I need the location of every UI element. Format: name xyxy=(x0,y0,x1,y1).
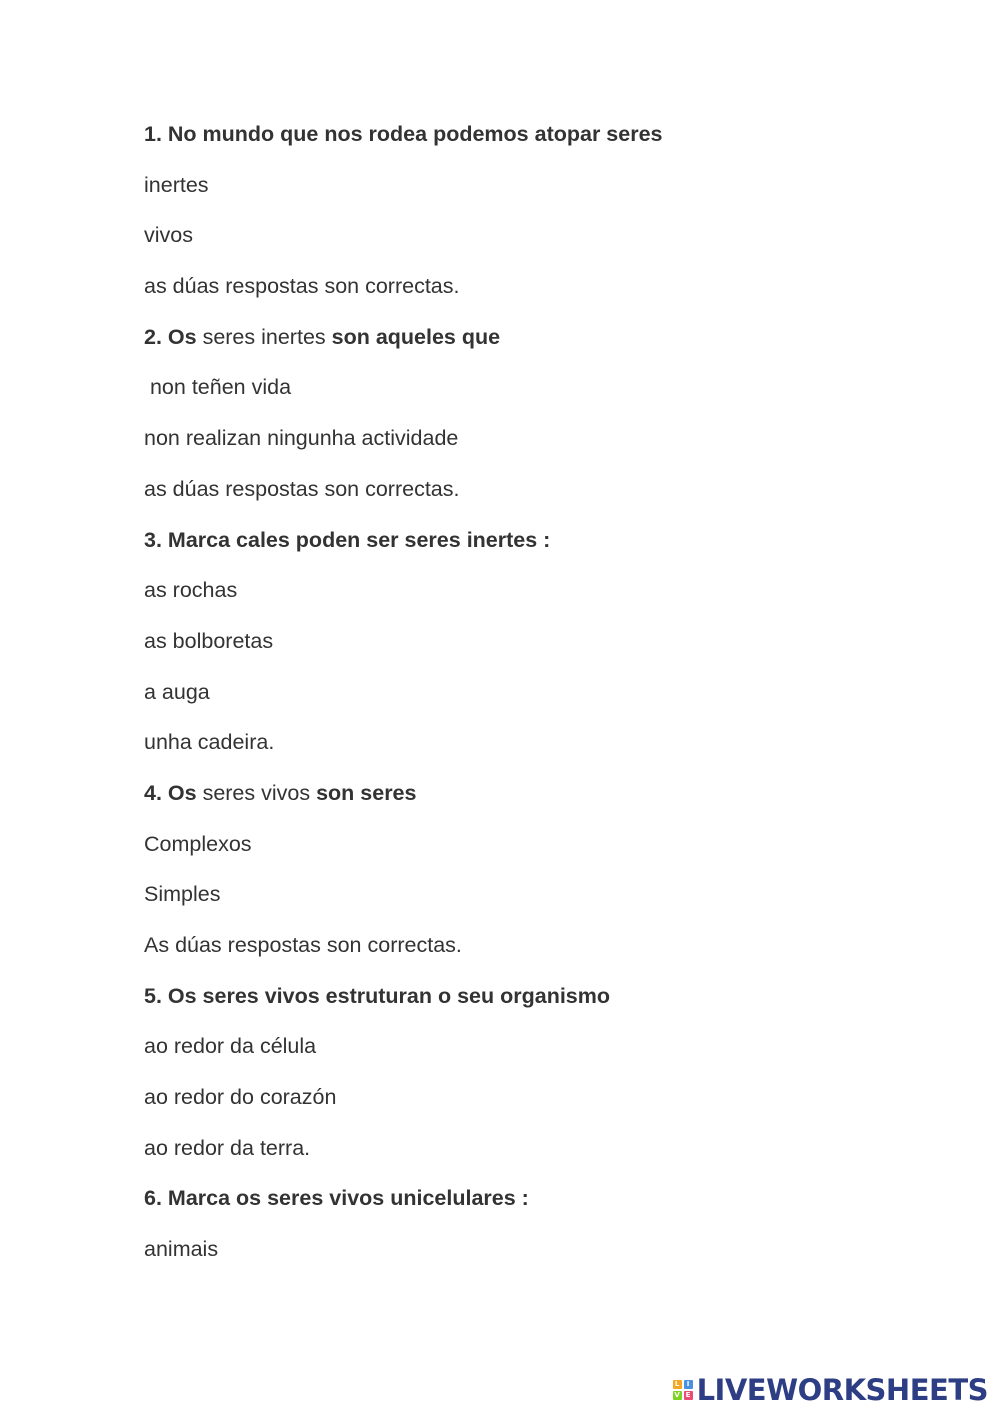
option[interactable]: as dúas respostas son correctas. xyxy=(144,476,460,501)
option[interactable]: ao redor da célula xyxy=(144,1034,317,1059)
question-text-bold: son aqueles que xyxy=(331,324,501,349)
question-text-bold: son seres xyxy=(316,780,417,805)
option[interactable]: non realizan ningunha actividade xyxy=(144,426,459,451)
question-text-bold: 4. Os xyxy=(144,780,197,805)
option[interactable]: vivos xyxy=(144,223,193,248)
question-2 xyxy=(144,319,964,370)
option[interactable]: as dúas respostas son correctas. xyxy=(144,274,460,299)
option[interactable]: a auga xyxy=(144,679,210,704)
brand-mark-letter: L xyxy=(673,1380,682,1389)
brand-mark-letter: I xyxy=(684,1380,693,1389)
question-text-normal: seres vivos xyxy=(196,780,317,805)
question-3 xyxy=(144,522,964,573)
brand-mark-letter: V xyxy=(674,1391,680,1399)
worksheet xyxy=(144,116,964,1282)
option[interactable]: As dúas respostas son correctas. xyxy=(144,933,462,957)
option[interactable]: inertes xyxy=(144,172,209,197)
question-1 xyxy=(144,116,964,167)
option[interactable]: ao redor do corazón xyxy=(144,1085,337,1110)
option[interactable]: ao redor da terra. xyxy=(144,1135,311,1160)
option[interactable]: non teñen vida xyxy=(144,375,292,400)
option[interactable]: as bolboretas xyxy=(144,628,274,653)
option[interactable]: unha cadeira. xyxy=(144,730,275,755)
brand-mark-icon xyxy=(673,1380,693,1400)
question-text-bold: 2. Os xyxy=(144,324,197,349)
option[interactable]: as rochas xyxy=(144,578,238,603)
question-text-normal: seres inertes xyxy=(196,324,332,349)
question-5 xyxy=(144,978,964,1029)
option[interactable]: Complexos xyxy=(144,831,252,856)
brand-mark-letter: E xyxy=(684,1391,693,1400)
question-text: 1. No mundo que nos rodea podemos atopar seres xyxy=(144,122,663,146)
question-4 xyxy=(144,775,964,826)
option[interactable]: Simples xyxy=(144,882,221,907)
brand-name: LIVEWORKSHEETS xyxy=(696,1373,988,1407)
question-text: 5. Os seres vivos estruturan o seu organismo xyxy=(144,983,611,1008)
question-6 xyxy=(144,1180,964,1231)
option[interactable]: animais xyxy=(144,1237,219,1262)
question-text: 3. Marca cales poden ser seres inertes : xyxy=(144,527,551,552)
liveworksheets-logo xyxy=(673,1374,988,1406)
question-text: 6. Marca os seres vivos unicelulares : xyxy=(144,1186,529,1211)
